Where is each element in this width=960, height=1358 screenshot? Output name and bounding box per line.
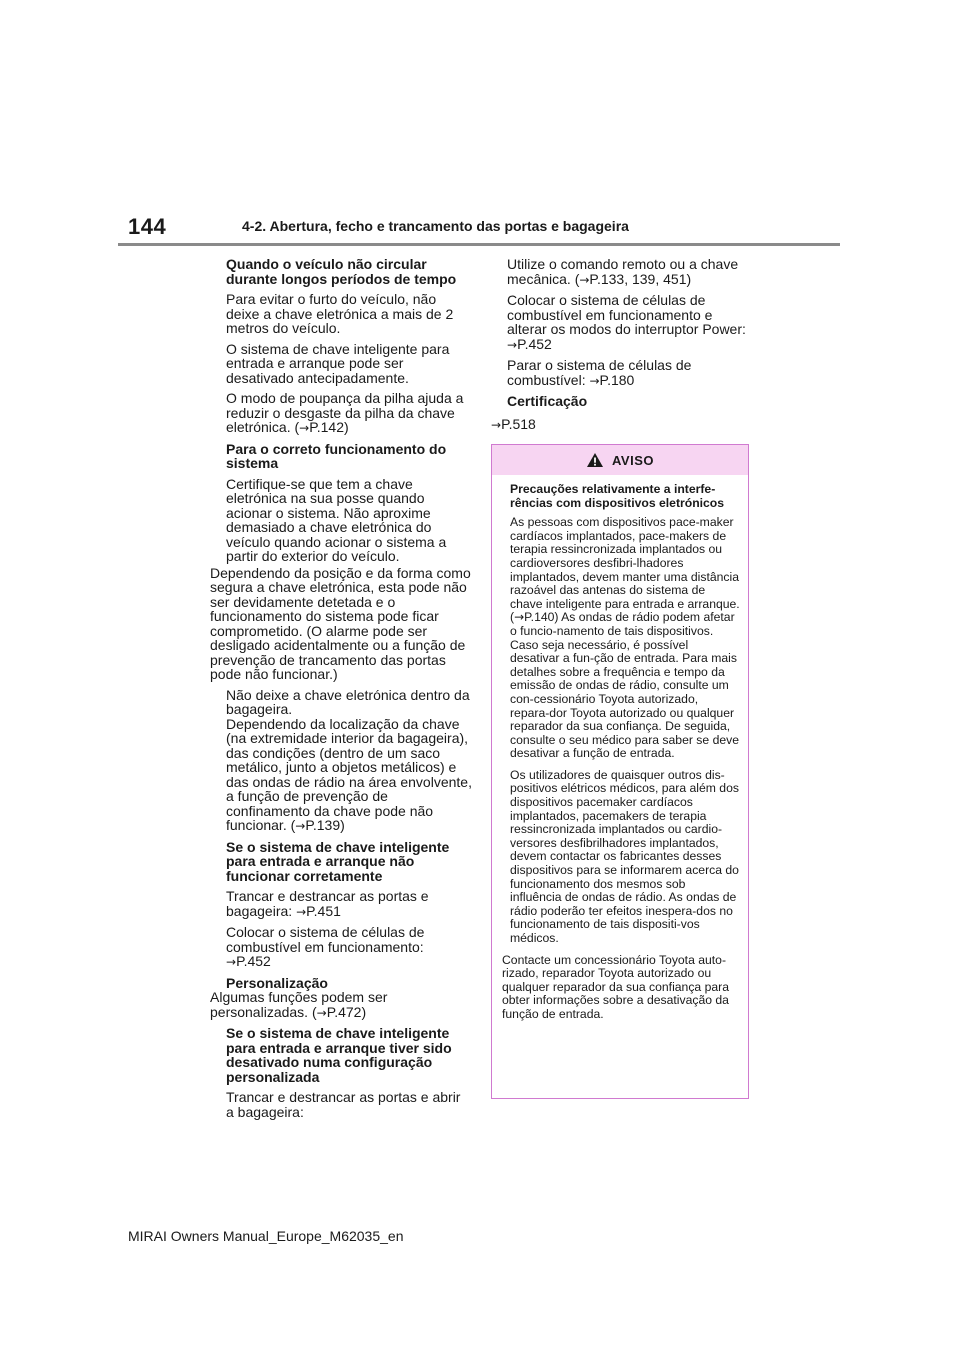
warning-paragraph: Os utilizadores de quaisquer outros dis-positivos elétricos médicos, para além dos dispositivos pacemaker cardíacos implantados, pacemakers de terapia ressincronizada implantados ou cardio-versores desfibrilhadores implantados, devem contactar os fabricantes desses dispositivos para se informarem acerca do funcionamento dos mesmos sob influência de ondas de rádio. As ondas de rádio poderão ter efeitos inespera-dos no funcionamento de tais dispositi-vos médicos.: [510, 767, 739, 945]
right-arrow-icon: →: [299, 421, 310, 435]
page-reference-link[interactable]: P.180: [599, 371, 635, 388]
paragraph: [491, 417, 751, 433]
page-reference-link[interactable]: P.133, 139, 451): [589, 270, 692, 287]
right-arrow-icon: →: [589, 373, 600, 388]
warning-box: [491, 444, 749, 1099]
warning-title: Precauções relativamente a interfe-rências com dispositivos eletrónicos: [510, 482, 725, 510]
heading-not-working: Se o sistema de chave inteligente para entrada e arranque não funcionar corretamente: [226, 838, 450, 884]
paragraph: Algumas funções podem ser personalizadas. (→P.472): [210, 989, 388, 1020]
paragraph: Certifique-se que tem a chave eletrónica na sua posse quando acionar o sistema. Não aproxime demasiado a chave eletrónica do veículo quando acionar o sistema a partir do exterior do veículo.: [226, 475, 447, 564]
header-divider: [118, 243, 840, 246]
page-reference-link[interactable]: P.142): [309, 419, 349, 435]
right-arrow-icon: →: [507, 337, 518, 352]
page-reference-link[interactable]: P.472): [326, 1003, 367, 1020]
right-arrow-icon: →: [296, 904, 307, 919]
page-reference-link[interactable]: P.139): [305, 817, 345, 833]
paragraph: Dependendo da posição e da forma como segura a chave eletrónica, esta pode não ser devidamente detetada e o funcionamento do sistema pode ficar comprometido. (O alarme pode ser desligado acidentalmente ou a função de prevenção de trancamento das portas pode não funcionar.): [210, 564, 471, 682]
warning-header: [492, 445, 748, 475]
heading-customization: Personalização: [226, 974, 328, 991]
paragraph: Não deixe a chave eletrónica dentro da bagageira. Dependendo da localização da chave (na extremidade interior da bagageira), das condições (dentro de um saco metálico, junto a objetos metálicos) e das ondas de rádio na área envolvente, a função de prevenção de confinamento da chave pode não funcionar. (→P.139): [226, 686, 472, 833]
right-arrow-icon: →: [226, 955, 237, 969]
page-reference-link[interactable]: P.518: [501, 415, 536, 432]
paragraph: Utilize o comando remoto ou a chave mecânica. (→P.133, 139, 451): [507, 256, 739, 287]
right-arrow-icon: →: [295, 819, 306, 833]
warning-paragraph: As pessoas com dispositivos pace-maker cardíacos implantados, pace-makers de terapia ressincronizada implantados ou cardioversores desfibri-lhadores implantados, devem manter uma distância razoável das antenas do sistema de chave inteligente para entrada e arranque. (→P.140) As ondas de rádio podem afetar o funcio-namento de tais dispositivos. Caso seja necessário, é possível desativar a fun-ção de entrada. Para mais detalhes sobre a frequência e tempo da emissão de ondas de rádio, consulte um con-cessionário Toyota autorizado, repara-dor Toyota autorizado ou qualquer reparador da sua confiança. De seguida, consulte o seu médico para saber se deve desativar a função de entrada.: [510, 515, 740, 761]
heading-correct-operation: Para o correto funcionamento do sistema: [226, 440, 447, 471]
left-column: [210, 257, 472, 1125]
footer-manual-name: MIRAI Owners Manual_Europe_M62035_en: [128, 1228, 404, 1244]
heading-deactivated: Se o sistema de chave inteligente para entrada e arranque tiver sido desativado numa configuração personalizada: [226, 1025, 452, 1085]
paragraph: Colocar o sistema de células de combustível em funcionamento e alterar os modos do interruptor Power: →P.452: [507, 292, 746, 352]
paragraph: Trancar e destrancar as portas e abrir a bagageira:: [226, 1089, 461, 1120]
heading-certification: Certificação: [507, 393, 588, 409]
section-title: 4-2. Abertura, fecho e trancamento das portas e bagageira: [242, 218, 629, 234]
paragraph: O modo de poupança da pilha ajuda a reduzir o desgaste da pilha da chave eletrónica. (→P.142): [226, 390, 464, 435]
paragraph: Colocar o sistema de células de combustível em funcionamento: →P.452: [226, 924, 425, 969]
right-arrow-icon: →: [316, 1005, 327, 1020]
paragraph: O sistema de chave inteligente para entrada e arranque pode ser desativado antecipadamente.: [226, 340, 450, 386]
right-arrow-icon: →: [491, 417, 502, 432]
heading-not-circulating: Quando o veículo não circular durante longos períodos de tempo: [226, 256, 457, 287]
paragraph: Trancar e destrancar as portas e bagageira: →P.451: [226, 888, 429, 919]
page-reference-link[interactable]: P.452: [236, 953, 271, 969]
paragraph: Para evitar o furto do veículo, não deixe a chave eletrónica a mais de 2 metros do veículo.: [226, 291, 454, 336]
warning-triangle-icon: [586, 452, 604, 468]
page-number: 144: [128, 214, 167, 239]
right-column: [491, 257, 751, 438]
warning-body: [492, 475, 748, 1022]
warning-paragraph: Contacte um concessionário Toyota auto-rizado, reparador Toyota autorizado ou qualquer reparador da sua confiança para obter informações sobre a desativação da função de entrada.: [502, 952, 729, 1021]
page-reference-link[interactable]: P.451: [306, 902, 341, 919]
paragraph: Parar o sistema de células de combustível: →P.180: [507, 357, 692, 388]
right-arrow-icon: →: [579, 272, 590, 287]
page-reference-link[interactable]: P.140): [524, 610, 559, 625]
warning-label: AVISO: [612, 452, 654, 468]
page-reference-link[interactable]: P.452: [517, 335, 552, 352]
right-arrow-icon: →: [514, 610, 525, 625]
